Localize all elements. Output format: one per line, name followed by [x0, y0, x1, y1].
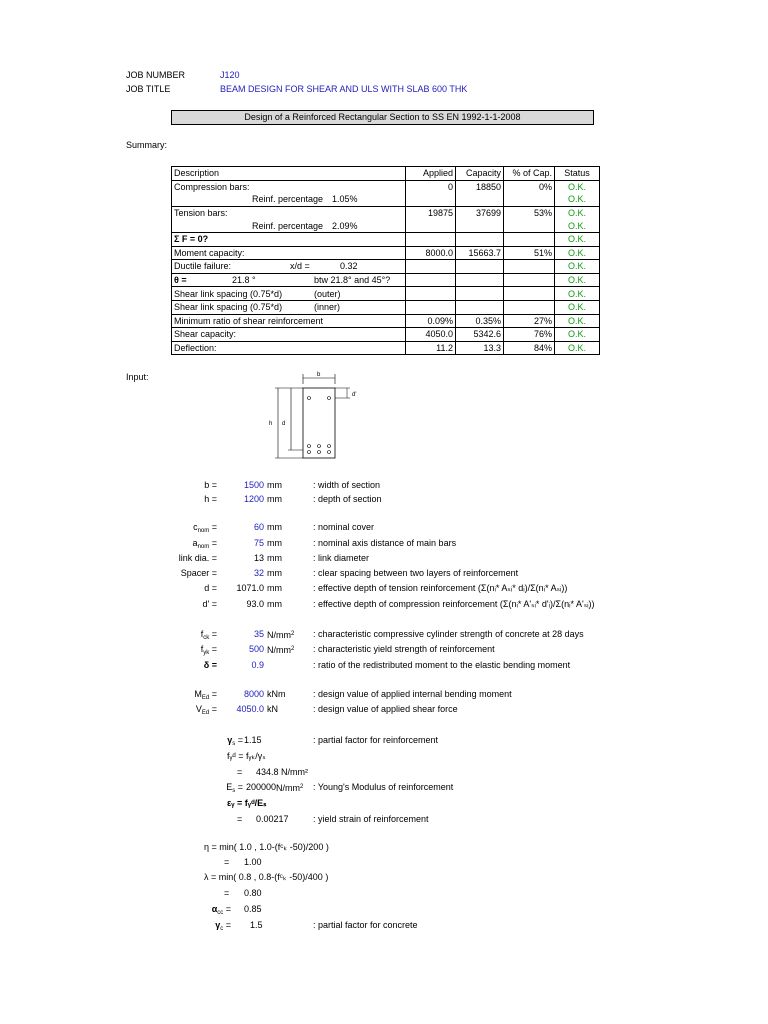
row-capacity: 37699 — [456, 206, 504, 219]
h-label: h — [269, 421, 273, 427]
row-status: O.K. — [555, 180, 600, 193]
bottom-bar — [308, 451, 311, 454]
param-label: δ = — [203, 660, 217, 670]
row-applied: 4050.0 — [406, 328, 456, 342]
row-status: O.K. — [555, 206, 600, 219]
dprime-label: d' — [352, 392, 357, 398]
table-header-row — [172, 167, 600, 181]
job-title-label: JOB TITLE — [126, 84, 171, 94]
row-applied — [406, 273, 456, 287]
bottom-bar — [318, 451, 321, 454]
param-unit: mm — [267, 599, 282, 609]
row-status: O.K. — [555, 287, 600, 301]
param-desc: : design value of applied shear force — [313, 704, 458, 714]
table-row — [172, 206, 600, 219]
param-value: 35 — [253, 629, 264, 639]
param-label: d = — [204, 583, 217, 593]
label-main: E — [226, 782, 233, 792]
param-label — [97, 704, 217, 719]
param-desc: : ratio of the redistributed moment to the elastic bending moment — [313, 660, 571, 670]
param-label: h = — [204, 494, 217, 504]
row-pct: 27% — [504, 314, 555, 328]
label-tail: = — [223, 920, 231, 930]
param-label: b = — [204, 480, 217, 490]
row-desc — [172, 273, 406, 287]
header-pct: % of Cap. — [504, 167, 555, 181]
row-capacity — [456, 232, 504, 246]
row-capacity: 5342.6 — [456, 328, 504, 342]
row-status: O.K. — [555, 273, 600, 287]
param-desc: : partial factor for concrete — [313, 920, 418, 930]
param-label — [97, 538, 217, 553]
unit-main: N/mm — [276, 783, 300, 793]
row-capacity: 15663.7 — [456, 246, 504, 260]
row-applied: 0.09% — [406, 314, 456, 328]
row-extra: 1.05% — [332, 194, 358, 205]
calc-lambda-formula: λ = min( 0.8 , 0.8-(fᶜₖ -50)/400 ) — [204, 872, 329, 882]
param-value: 32 — [253, 568, 264, 578]
row-status: O.K. — [555, 300, 600, 314]
section-diagram — [260, 368, 370, 468]
row-capacity — [456, 260, 504, 274]
label-main: f — [200, 629, 204, 639]
label-tail: = — [235, 735, 243, 745]
bottom-bar — [328, 445, 331, 448]
calc-eta-value: 1.00 — [244, 857, 262, 867]
row-desc: Deflection: — [172, 341, 406, 355]
summary-table — [171, 166, 600, 355]
row-pct — [504, 287, 555, 301]
row-applied — [406, 300, 456, 314]
row-extra: (inner) — [314, 302, 341, 313]
unit-sup: 2 — [291, 646, 295, 652]
param-desc: : nominal axis distance of main bars — [313, 538, 457, 548]
param-value: 1500 — [243, 480, 264, 490]
calc-ey-desc: : yield strain of reinforcement — [313, 814, 429, 824]
row-pct: 0% — [504, 180, 555, 193]
row-desc: Tension bars: — [172, 206, 406, 219]
row-applied — [406, 260, 456, 274]
row-status: O.K. — [555, 328, 600, 342]
row-desc-text: Shear link spacing (0.75*d) — [174, 288, 283, 299]
row-status: O.K. — [555, 314, 600, 328]
param-unit: mm — [267, 494, 282, 504]
label-main: a — [192, 538, 198, 548]
row-desc — [172, 300, 406, 314]
label-sub: cc — [217, 910, 224, 916]
calc-equals: = — [224, 888, 230, 898]
label-sub: ck — [203, 635, 210, 641]
param-desc: : characteristic compressive cylinder strength of concrete at 28 days — [313, 629, 584, 639]
table-row — [172, 232, 600, 246]
label-main: γ — [227, 735, 233, 745]
label-tail: = — [209, 704, 217, 714]
row-desc-text: θ = — [174, 275, 187, 286]
param-value: 13 — [253, 553, 264, 563]
param-label: d' = — [202, 599, 217, 609]
param-label — [105, 904, 231, 919]
label-sub: s — [232, 741, 236, 747]
row-desc — [172, 219, 406, 232]
row-desc: Shear capacity: — [172, 328, 406, 342]
row-mid: 21.8 ° — [232, 275, 256, 286]
param-unit: mm — [267, 522, 282, 532]
table-row — [172, 180, 600, 193]
row-desc-text: Reinf. percentage — [252, 194, 324, 205]
label-main: c — [193, 522, 198, 532]
label-sub: yk — [203, 650, 210, 656]
calc-equals: = — [237, 767, 243, 777]
param-unit: mm — [267, 553, 282, 563]
table-row — [172, 314, 600, 328]
row-desc-text: Ductile failure: — [174, 261, 232, 272]
header-description: Description — [172, 167, 406, 181]
param-unit: mm — [267, 583, 282, 593]
calc-equals: = — [224, 857, 230, 867]
top-bar — [328, 397, 331, 400]
label-tail: = — [223, 904, 231, 914]
param-desc: : effective depth of compression reinforcement (Σ(nᵢ* A'ₛᵢ* d'ᵢ)/Σ(nᵢ* A'ₛᵢ)) — [313, 599, 595, 609]
table-row — [172, 246, 600, 260]
param-value: 500 — [248, 644, 264, 654]
param-label — [97, 644, 217, 659]
param-value: 1.5 — [250, 920, 263, 930]
param-unit — [267, 644, 294, 656]
label-sub: Ed — [201, 695, 210, 701]
param-desc: : characteristic yield strength of reinforcement — [313, 644, 495, 654]
label-main: V — [195, 704, 202, 714]
param-label — [97, 522, 217, 537]
table-row — [172, 328, 600, 342]
row-applied: 11.2 — [406, 341, 456, 355]
header-status: Status — [555, 167, 600, 181]
input-label: Input: — [126, 372, 149, 382]
row-extra: btw 21.8° and 45°? — [314, 275, 391, 286]
row-desc: Σ F = 0? — [172, 232, 406, 246]
row-applied — [406, 193, 456, 206]
unit-main: N/mm — [267, 630, 291, 640]
row-extra: (outer) — [314, 288, 341, 299]
job-number-value: J120 — [220, 70, 240, 80]
label-main: M — [194, 689, 202, 699]
row-capacity — [456, 300, 504, 314]
param-value: 93.0 — [246, 599, 264, 609]
param-desc: : width of section — [313, 480, 381, 490]
table-row — [172, 273, 600, 287]
bottom-bar — [308, 445, 311, 448]
calc-ey-value: 0.00217 — [256, 814, 289, 824]
top-bar — [308, 397, 311, 400]
row-desc: Minimum ratio of shear reinforcement — [172, 314, 406, 328]
job-title-value: BEAM DESIGN FOR SHEAR AND ULS WITH SLAB 600 THK — [220, 84, 468, 94]
row-applied — [406, 287, 456, 301]
row-status: O.K. — [555, 260, 600, 274]
b-label: b — [317, 372, 321, 378]
bottom-bar — [328, 451, 331, 454]
param-value: 75 — [253, 538, 264, 548]
job-number-label: JOB NUMBER — [126, 70, 186, 80]
label-sub: c — [220, 926, 224, 932]
row-desc-text: Shear link spacing (0.75*d) — [174, 302, 283, 313]
param-desc: : effective depth of tension reinforcement (Σ(nᵢ* Aₛᵢ* dᵢ)/Σ(nᵢ* Aₛᵢ)) — [313, 583, 568, 593]
row-desc — [172, 287, 406, 301]
design-title: Design of a Reinforced Rectangular Section to SS EN 1992-1-1-2008 — [171, 110, 594, 125]
param-value: 200000 — [246, 782, 277, 792]
row-applied: 19875 — [406, 206, 456, 219]
row-pct: 53% — [504, 206, 555, 219]
row-extra: 2.09% — [332, 220, 358, 231]
param-unit: kNm — [267, 689, 286, 699]
label-tail: = — [209, 689, 217, 699]
table-row — [172, 341, 600, 355]
param-unit — [276, 782, 303, 794]
param-value: 1200 — [243, 494, 264, 504]
table-row — [172, 260, 600, 274]
param-value: 1071.0 — [236, 583, 264, 593]
param-value: 60 — [253, 522, 264, 532]
param-value: 0.9 — [251, 660, 264, 670]
label-main: f — [200, 644, 204, 654]
label-tail: = — [209, 522, 217, 532]
row-capacity: 13.3 — [456, 341, 504, 355]
row-capacity — [456, 287, 504, 301]
param-label — [97, 629, 217, 644]
param-unit: mm — [267, 480, 282, 490]
row-applied — [406, 219, 456, 232]
calc-fyd-value: 434.8 N/mm² — [256, 767, 309, 777]
row-capacity: 0.35% — [456, 314, 504, 328]
row-desc-text: Reinf. percentage — [252, 220, 324, 231]
param-value: 4050.0 — [236, 704, 264, 714]
param-label — [97, 689, 217, 704]
row-applied: 0 — [406, 180, 456, 193]
label-tail: = — [209, 644, 217, 654]
row-desc — [172, 260, 406, 274]
param-desc: : design value of applied internal bending moment — [313, 689, 512, 699]
param-desc: : partial factor for reinforcement — [313, 735, 439, 745]
table-row — [172, 300, 600, 314]
row-capacity — [456, 273, 504, 287]
param-unit — [267, 629, 294, 641]
table-row — [172, 193, 600, 206]
row-pct: 51% — [504, 246, 555, 260]
label-tail: = — [209, 538, 217, 548]
param-unit: mm — [267, 538, 282, 548]
row-desc: Compression bars: — [172, 180, 406, 193]
param-desc: : link diameter — [313, 553, 370, 563]
row-capacity — [456, 219, 504, 232]
param-desc: : depth of section — [313, 494, 382, 504]
param-label — [117, 782, 243, 797]
row-desc: Moment capacity: — [172, 246, 406, 260]
row-pct: 84% — [504, 341, 555, 355]
row-pct — [504, 232, 555, 246]
row-mid: x/d = — [290, 261, 310, 272]
row-pct — [504, 193, 555, 206]
label-tail: = — [235, 782, 243, 792]
row-status: O.K. — [555, 246, 600, 260]
param-label — [117, 735, 243, 750]
param-unit: mm — [267, 568, 282, 578]
label-sub: nom — [197, 528, 210, 534]
row-capacity — [456, 193, 504, 206]
row-status: O.K. — [555, 232, 600, 246]
row-capacity: 18850 — [456, 180, 504, 193]
calc-fyd-formula: fᵧᵈ = fᵧₖ/γₛ — [227, 751, 266, 761]
calc-equals: = — [237, 814, 243, 824]
unit-sup: 2 — [291, 631, 295, 637]
label-sub: Ed — [201, 710, 210, 716]
bottom-bar — [318, 445, 321, 448]
table-row — [172, 287, 600, 301]
d-label: d — [282, 421, 286, 427]
row-applied — [406, 232, 456, 246]
param-desc: : nominal cover — [313, 522, 375, 532]
calc-lambda-value: 0.80 — [244, 888, 262, 898]
row-applied: 8000.0 — [406, 246, 456, 260]
row-status: O.K. — [555, 193, 600, 206]
row-desc — [172, 193, 406, 206]
row-status: O.K. — [555, 341, 600, 355]
param-desc: : clear spacing between two layers of reinforcement — [313, 568, 519, 578]
row-pct — [504, 219, 555, 232]
label-sub: s — [232, 788, 236, 794]
row-pct — [504, 300, 555, 314]
calc-ey-formula: εᵧ = fᵧᵈ/Eₛ — [227, 798, 267, 808]
calc-eta-formula: η = min( 1.0 , 1.0-(fᶜₖ -50)/200 ) — [204, 842, 329, 852]
header-capacity: Capacity — [456, 167, 504, 181]
row-pct — [504, 260, 555, 274]
row-pct: 76% — [504, 328, 555, 342]
param-value: 8000 — [243, 689, 264, 699]
unit-sup: 2 — [300, 784, 304, 790]
param-value: 1.15 — [244, 735, 262, 745]
param-value: 0.85 — [244, 904, 262, 914]
header-applied: Applied — [406, 167, 456, 181]
param-label: link dia. = — [178, 553, 217, 563]
param-desc: : Young's Modulus of reinforcement — [313, 782, 454, 792]
summary-label: Summary: — [126, 140, 168, 150]
row-pct — [504, 273, 555, 287]
unit-main: N/mm — [267, 645, 291, 655]
param-label: Spacer = — [180, 568, 217, 578]
label-tail: = — [209, 629, 217, 639]
label-main: γ — [215, 920, 221, 930]
param-label — [105, 920, 231, 935]
label-sub: nom — [197, 544, 210, 550]
table-row — [172, 219, 600, 232]
label-main: α — [211, 904, 218, 914]
row-extra: 0.32 — [340, 261, 358, 272]
param-unit: kN — [267, 704, 278, 714]
row-status: O.K. — [555, 219, 600, 232]
